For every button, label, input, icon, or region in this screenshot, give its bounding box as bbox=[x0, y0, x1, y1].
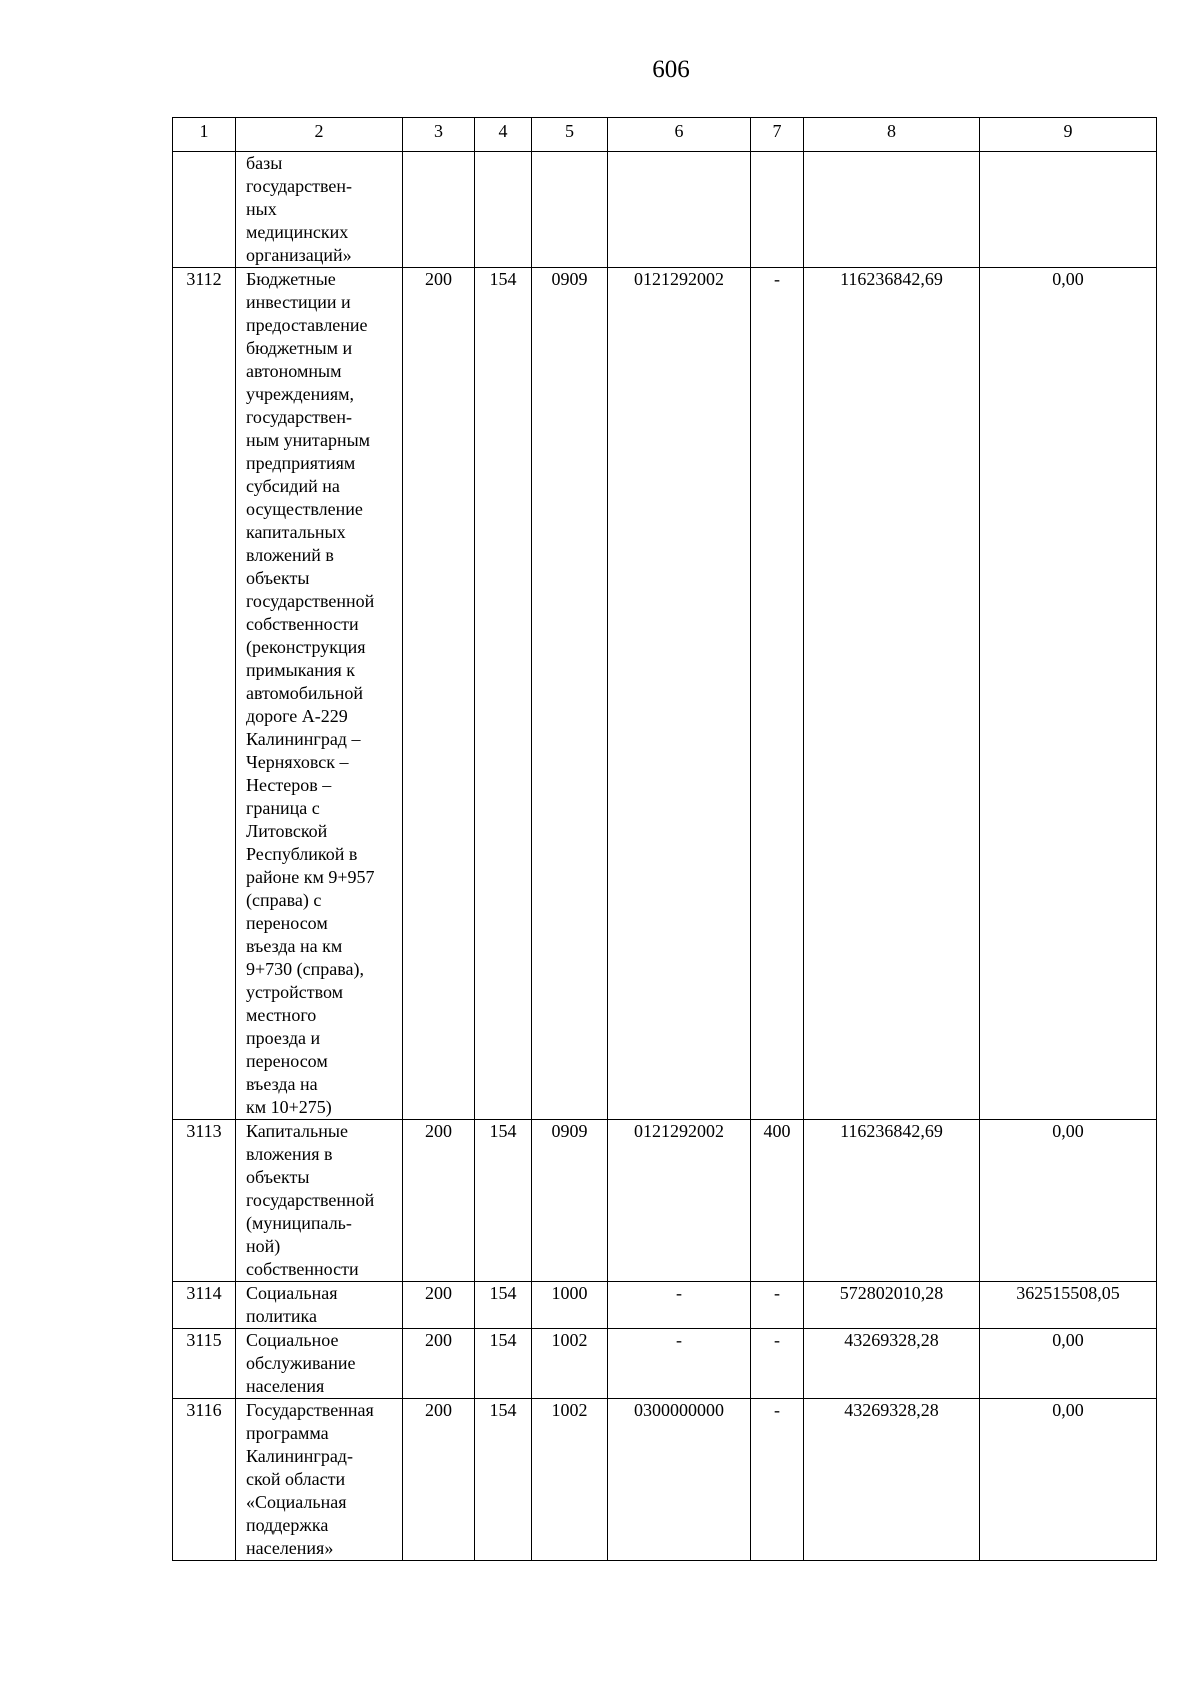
section-cell: 1002 bbox=[532, 1329, 608, 1399]
item-name-cell: Социальное обслуживание населения bbox=[236, 1329, 403, 1399]
row-number-cell: 3116 bbox=[173, 1399, 236, 1561]
header-cell: 7 bbox=[751, 118, 804, 152]
section-cell: 1002 bbox=[532, 1399, 608, 1561]
target-article-cell: - bbox=[608, 1329, 751, 1399]
header-cell: 9 bbox=[980, 118, 1157, 152]
expense-type-cell: - bbox=[751, 1282, 804, 1329]
item-name-cell: Социальная политика bbox=[236, 1282, 403, 1329]
row-number-cell: 3114 bbox=[173, 1282, 236, 1329]
header-cell: 4 bbox=[475, 118, 532, 152]
budget-table bbox=[172, 117, 1157, 1561]
header-cell: 6 bbox=[608, 118, 751, 152]
amount-cell: 572802010,28 bbox=[804, 1282, 980, 1329]
row-number-cell: 3112 bbox=[173, 268, 236, 1120]
code-cell: 154 bbox=[475, 1329, 532, 1399]
header-cell: 2 bbox=[236, 118, 403, 152]
code-cell: 200 bbox=[403, 1282, 475, 1329]
item-name-cell: базы государствен- ных медицинских организаций» bbox=[236, 152, 403, 268]
item-name-cell: Бюджетные инвестиции и предоставление бюджетным и автономным учреждениям, государствен- ным унитарным предприятиям субсидий на осуществление капитальных вложений в объекты государственной собственности (реконструкция примыкания к автомобильной дороге А-229 Калининград – Черняховск – Нестеров – граница с Литовской Республикой в районе км 9+957 (справа) с переносом въезда на км 9+730 (справа), устройством местного проезда и переносом въезда на км 10+275) bbox=[236, 268, 403, 1120]
table-row bbox=[173, 152, 1157, 268]
amount-cell bbox=[980, 152, 1157, 268]
code-cell: 154 bbox=[475, 1399, 532, 1561]
table-header-row bbox=[173, 118, 1157, 152]
amount-cell: 0,00 bbox=[980, 268, 1157, 1120]
header-cell: 8 bbox=[804, 118, 980, 152]
header-cell: 1 bbox=[173, 118, 236, 152]
section-cell: 0909 bbox=[532, 1120, 608, 1282]
target-article-cell: 0300000000 bbox=[608, 1399, 751, 1561]
amount-cell: 116236842,69 bbox=[804, 268, 980, 1120]
target-article-cell: 0121292002 bbox=[608, 268, 751, 1120]
amount-cell: 0,00 bbox=[980, 1329, 1157, 1399]
expense-type-cell: - bbox=[751, 1399, 804, 1561]
table-row bbox=[173, 1329, 1157, 1399]
code-cell: 200 bbox=[403, 268, 475, 1120]
amount-cell: 362515508,05 bbox=[980, 1282, 1157, 1329]
code-cell: 154 bbox=[475, 1120, 532, 1282]
code-cell bbox=[475, 152, 532, 268]
amount-cell bbox=[804, 152, 980, 268]
item-name-cell: Государственная программа Калининград- ской области «Социальная поддержка населения» bbox=[236, 1399, 403, 1561]
code-cell: 200 bbox=[403, 1329, 475, 1399]
page-number: 606 bbox=[652, 56, 690, 83]
amount-cell: 116236842,69 bbox=[804, 1120, 980, 1282]
section-cell: 0909 bbox=[532, 268, 608, 1120]
code-cell bbox=[403, 152, 475, 268]
table-row bbox=[173, 1120, 1157, 1282]
code-cell: 200 bbox=[403, 1120, 475, 1282]
amount-cell: 0,00 bbox=[980, 1399, 1157, 1561]
row-number-cell: 3113 bbox=[173, 1120, 236, 1282]
amount-cell: 43269328,28 bbox=[804, 1329, 980, 1399]
table-row bbox=[173, 1399, 1157, 1561]
item-name-cell: Капитальные вложения в объекты государственной (муниципаль- ной) собственности bbox=[236, 1120, 403, 1282]
table-row bbox=[173, 1282, 1157, 1329]
amount-cell: 0,00 bbox=[980, 1120, 1157, 1282]
amount-cell: 43269328,28 bbox=[804, 1399, 980, 1561]
target-article-cell bbox=[608, 152, 751, 268]
header-cell: 3 bbox=[403, 118, 475, 152]
section-cell bbox=[532, 152, 608, 268]
row-number-cell: 3115 bbox=[173, 1329, 236, 1399]
target-article-cell: 0121292002 bbox=[608, 1120, 751, 1282]
table-row bbox=[173, 268, 1157, 1120]
target-article-cell: - bbox=[608, 1282, 751, 1329]
row-number-cell bbox=[173, 152, 236, 268]
section-cell: 1000 bbox=[532, 1282, 608, 1329]
code-cell: 154 bbox=[475, 268, 532, 1120]
code-cell: 200 bbox=[403, 1399, 475, 1561]
expense-type-cell: - bbox=[751, 268, 804, 1120]
expense-type-cell bbox=[751, 152, 804, 268]
expense-type-cell: - bbox=[751, 1329, 804, 1399]
code-cell: 154 bbox=[475, 1282, 532, 1329]
header-cell: 5 bbox=[532, 118, 608, 152]
expense-type-cell: 400 bbox=[751, 1120, 804, 1282]
